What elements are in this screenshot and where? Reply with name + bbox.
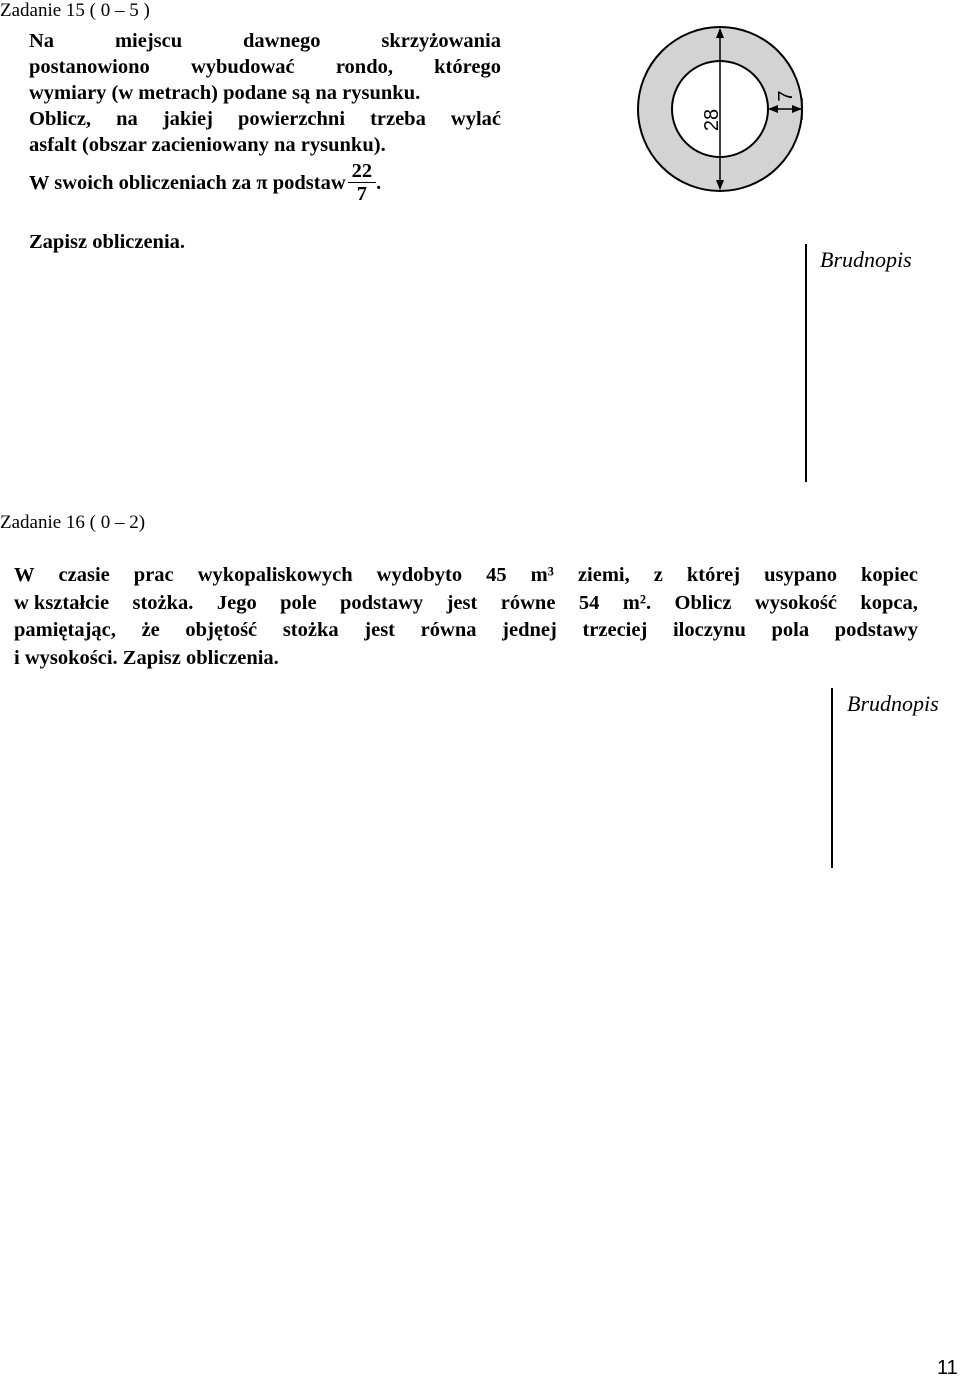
task15-line5: asfalt (obszar zacieniowany na rysunku). xyxy=(29,134,386,156)
task15-pi-line: W swoich obliczeniach za π podstaw $\frac{22}{7}$ . xyxy=(29,160,382,205)
task15-line3: wymiary (w metrach) podane są na rysunku. xyxy=(29,82,421,104)
ring-width-label: 7 xyxy=(775,90,797,102)
task16-scratch-divider xyxy=(831,688,833,868)
task15-instruction: Zapisz obliczenia. xyxy=(29,231,186,253)
task16-header: Zadanie 16 ( 0 – 2) xyxy=(0,512,146,533)
task15-scratch-label: Brudnopis xyxy=(820,247,912,272)
inner-diameter-label: 28 xyxy=(701,108,723,132)
task16-line4: i wysokości. Zapisz obliczenia. xyxy=(14,646,279,669)
task15-header: Zadanie 15 ( 0 – 5 ) xyxy=(0,0,150,21)
task16-line1: W czasie prac wykopaliskowych wydobyto 45 m³ ziemi, z której usypano kopiec xyxy=(14,564,918,586)
page-number: 11 xyxy=(937,1357,958,1379)
task15-line2: postanowiono wybudować rondo, którego xyxy=(29,56,501,78)
task16-line2: w kształcie stożka. Jego pole podstawy jest równe 54 m². Oblicz wysokość kopca, xyxy=(14,591,918,614)
pi-fraction: $\frac{22}{7}$ xyxy=(348,160,377,205)
roundabout-diagram xyxy=(630,20,820,200)
task15-line1: Na miejscu dawnego skrzyżowania xyxy=(29,30,501,52)
task15-scratch-divider xyxy=(805,244,807,482)
task16-scratch-label: Brudnopis xyxy=(847,691,939,716)
task15-line4: Oblicz, na jakiej powierzchni trzeba wylać xyxy=(29,108,501,130)
task15-text xyxy=(29,28,501,158)
task16-text xyxy=(14,562,918,672)
task16-line3: pamiętając, że objętość stożka jest równa jednej trzeciej iloczynu pola podstawy xyxy=(14,619,918,641)
